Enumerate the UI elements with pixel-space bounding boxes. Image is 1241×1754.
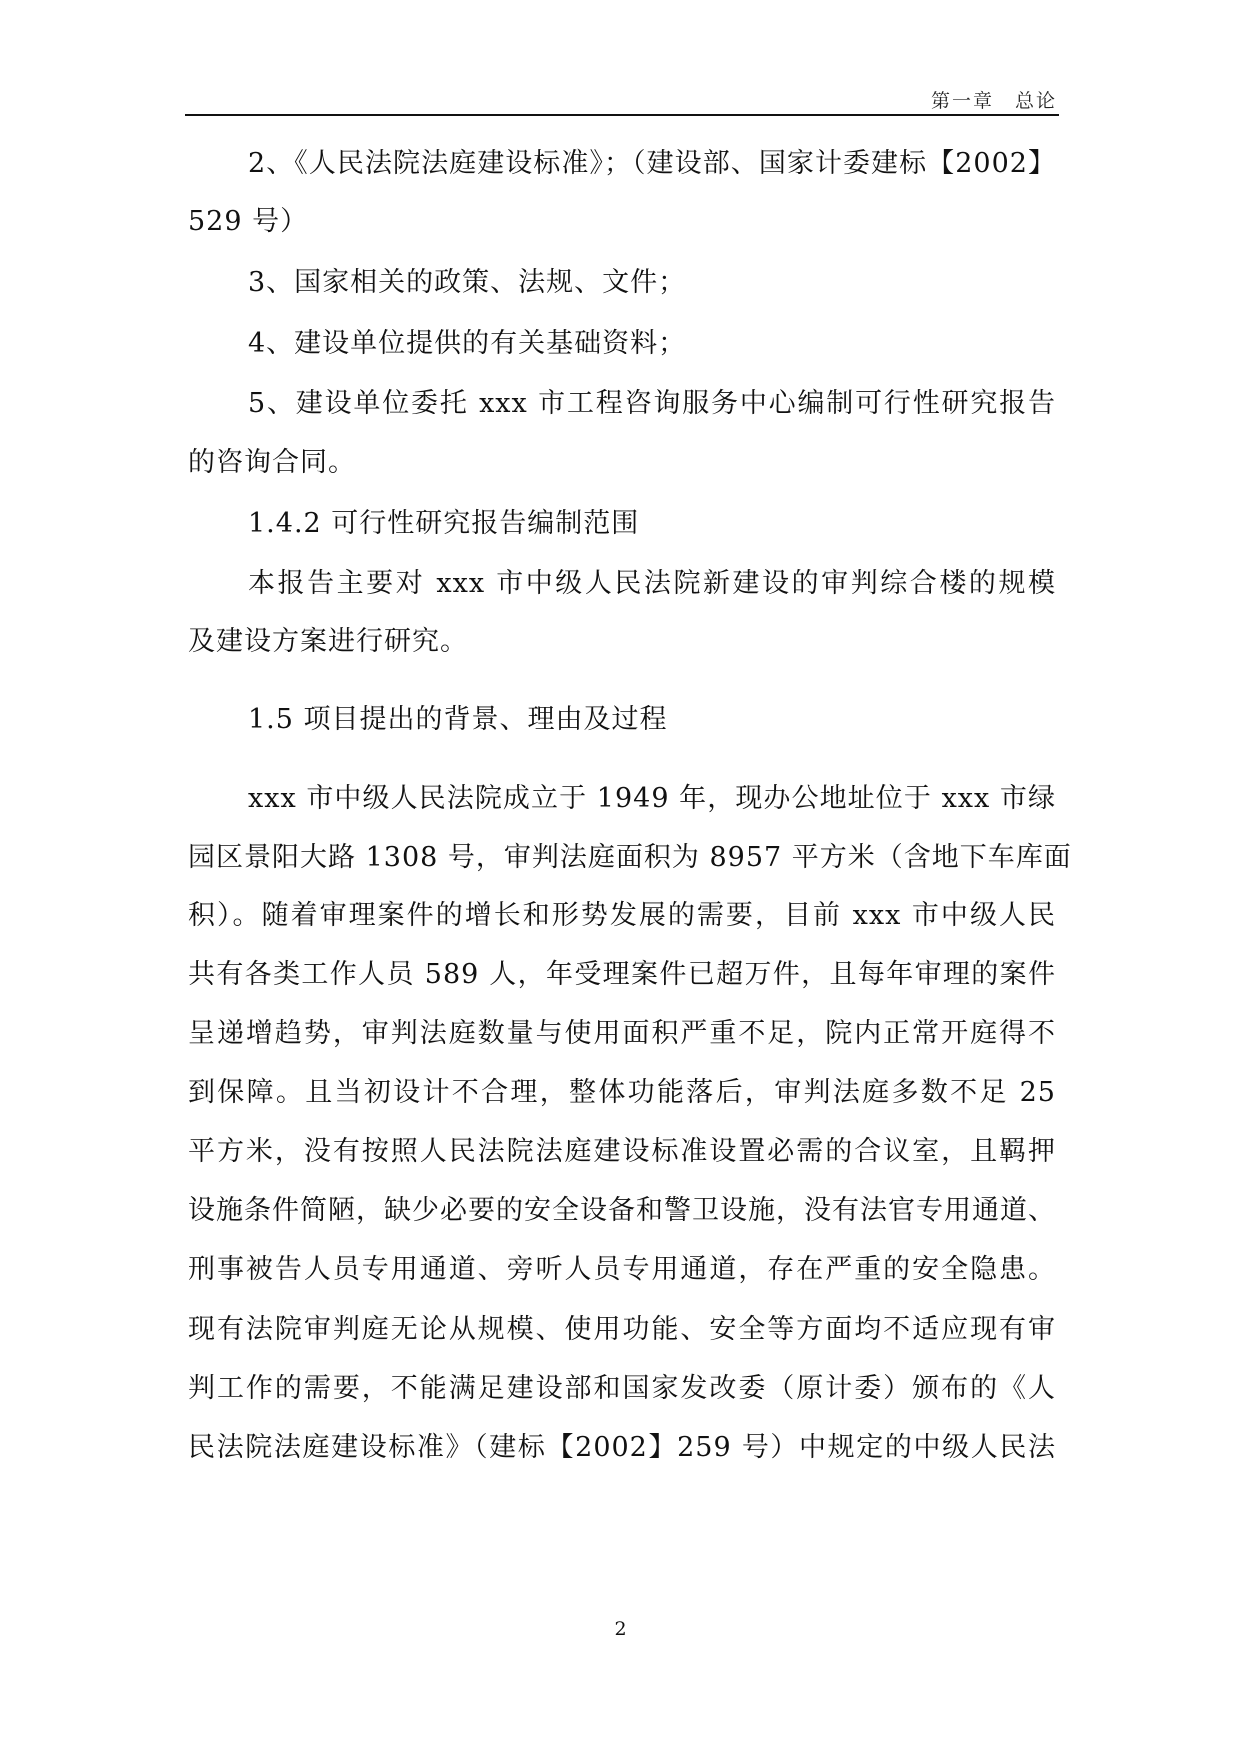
body-line: 现有法院审判庭无论从规模、使用功能、安全等方面均不适应现有审 bbox=[188, 1314, 1056, 1345]
body-line: 的咨询合同。 bbox=[188, 447, 356, 478]
body-line: 到保障。且当初设计不合理，整体功能落后，审判法庭多数不足 25 bbox=[188, 1077, 1056, 1108]
section-heading: 1.5 项目提出的背景、理由及过程 bbox=[248, 704, 668, 735]
body-line: 民法院法庭建设标准》（建标【2002】259 号）中规定的中级人民法 bbox=[188, 1432, 1056, 1463]
body-line: 3、国家相关的政策、法规、文件； bbox=[248, 267, 687, 298]
header-rule bbox=[185, 114, 1059, 116]
page-number: 2 bbox=[614, 1618, 627, 1640]
running-header: 第一章 总论 bbox=[930, 90, 1057, 112]
body-line: 5、建设单位委托 xxx 市工程咨询服务中心编制可行性研究报告 bbox=[248, 388, 1056, 419]
body-line: 判工作的需要，不能满足建设部和国家发改委（原计委）颁布的《人 bbox=[188, 1373, 1056, 1404]
body-line: 本报告主要对 xxx 市中级人民法院新建设的审判综合楼的规模 bbox=[248, 568, 1056, 599]
section-heading: 1.4.2 可行性研究报告编制范围 bbox=[248, 508, 640, 539]
body-line: 共有各类工作人员 589 人，年受理案件已超万件，且每年审理的案件 bbox=[188, 959, 1056, 990]
body-line: xxx 市中级人民法院成立于 1949 年，现办公地址位于 xxx 市绿 bbox=[248, 783, 1056, 814]
body-line: 设施条件简陋，缺少必要的安全设备和警卫设施，没有法官专用通道、 bbox=[188, 1195, 1056, 1226]
body-line: 4、建设单位提供的有关基础资料； bbox=[248, 328, 687, 359]
body-line: 529 号） bbox=[188, 206, 309, 237]
body-line: 平方米，没有按照人民法院法庭建设标准设置必需的合议室，且羁押 bbox=[188, 1136, 1056, 1167]
body-line: 及建设方案进行研究。 bbox=[188, 626, 468, 657]
body-line: 2、《人民法院法庭建设标准》；（建设部、国家计委建标【2002】 bbox=[248, 148, 1056, 179]
body-line: 积）。随着审理案件的增长和形势发展的需要，目前 xxx 市中级人民 bbox=[188, 900, 1056, 931]
body-line: 刑事被告人员专用通道、旁听人员专用通道，存在严重的安全隐患。 bbox=[188, 1254, 1056, 1285]
body-line: 呈递增趋势，审判法庭数量与使用面积严重不足，院内正常开庭得不 bbox=[188, 1018, 1056, 1049]
body-line: 园区景阳大路 1308 号，审判法庭面积为 8957 平方米（含地下车库面 bbox=[188, 842, 1072, 873]
